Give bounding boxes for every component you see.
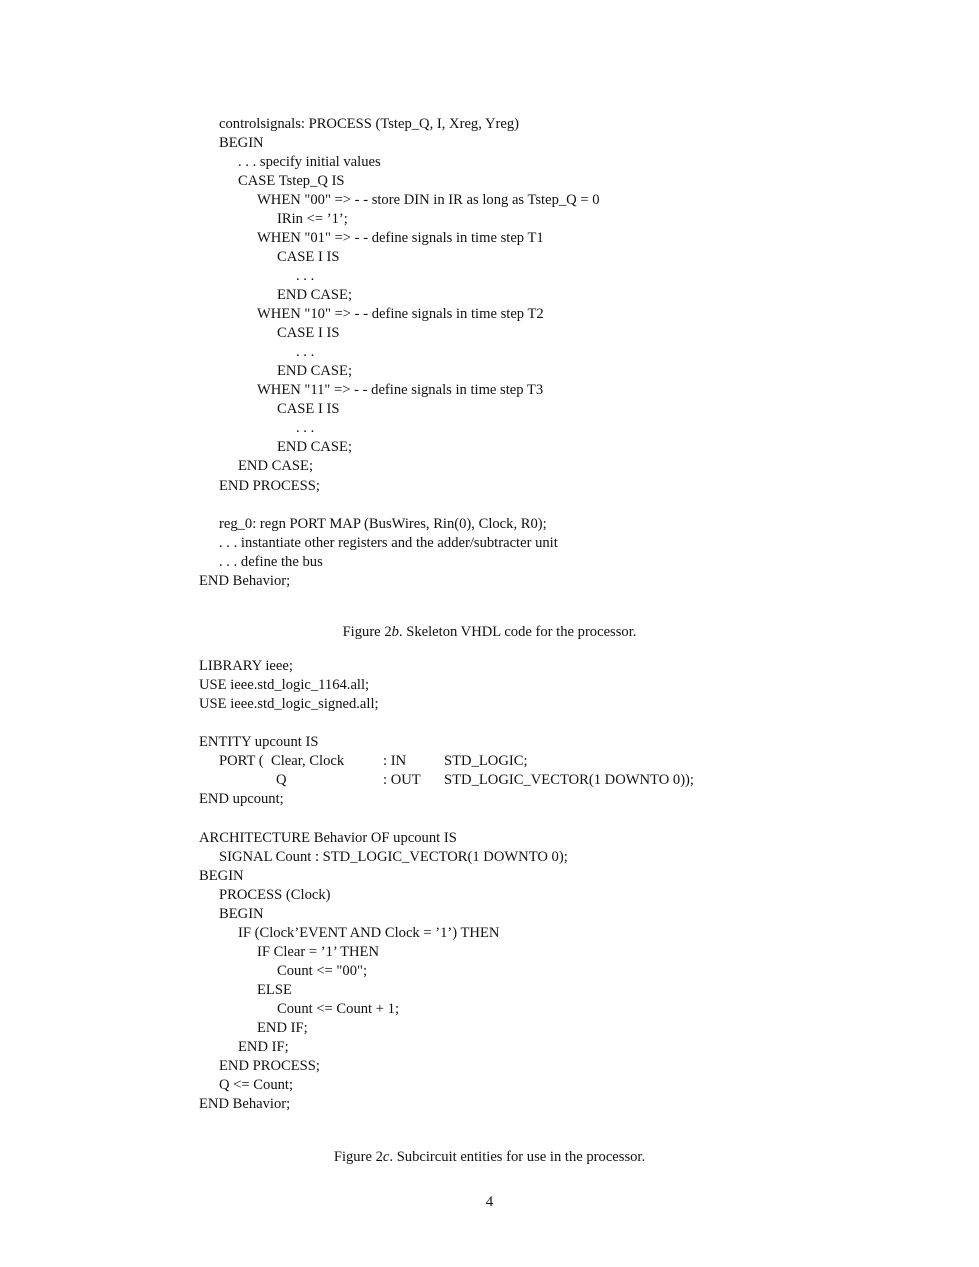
code-line: . . . define the bus [219, 554, 323, 570]
code-line: WHEN "10" => - - define signals in time step T2 [257, 306, 544, 322]
code-line: END IF; [257, 1020, 308, 1036]
code-line: END Behavior; [199, 573, 291, 589]
code-line: CASE I IS [277, 325, 340, 341]
code-line: BEGIN [219, 906, 264, 922]
code-line: WHEN "00" => - - store DIN in IR as long as Tstep_Q = 0 [257, 192, 600, 208]
caption-prefix: Figure 2 [333, 1149, 383, 1165]
port-type: STD_LOGIC; [444, 753, 528, 769]
code-line: CASE I IS [277, 401, 340, 417]
caption-letter: c [382, 1149, 390, 1165]
code-line: Count <= "00"; [277, 963, 367, 979]
code-line: IF (Clock’EVENT AND Clock = ’1’) THEN [238, 925, 500, 941]
code-line: Q <= Count; [219, 1077, 294, 1093]
code-line: USE ieee.std_logic_1164.all; [199, 677, 370, 693]
port-name: PORT ( Clear, Clock [219, 753, 345, 769]
code-line: END CASE; [277, 287, 352, 303]
port-name: Q [276, 772, 287, 788]
code-line: END CASE; [277, 363, 352, 379]
caption-prefix: Figure 2 [342, 624, 392, 640]
code-line: WHEN "11" => - - define signals in time step T3 [257, 382, 544, 398]
code-line: Count <= Count + 1; [277, 1001, 399, 1017]
caption-text: . Subcircuit entities for use in the processor. [389, 1149, 646, 1165]
code-line: END CASE; [277, 439, 352, 455]
port-type: STD_LOGIC_VECTOR(1 DOWNTO 0)); [444, 772, 694, 788]
code-line: END PROCESS; [219, 478, 320, 494]
code-line: WHEN "01" => - - define signals in time step T1 [257, 230, 544, 246]
figure-caption-2b [0, 623, 979, 642]
code-line: controlsignals: PROCESS (Tstep_Q, I, Xreg, Yreg) [219, 116, 520, 132]
caption-letter: b [391, 624, 399, 640]
code-line: ARCHITECTURE Behavior OF upcount IS [199, 830, 457, 846]
figure-caption-2c [0, 1148, 979, 1167]
code-line: END upcount; [199, 791, 284, 807]
code-line: . . . [296, 344, 315, 360]
code-line: . . . [296, 268, 315, 284]
code-line: . . . specify initial values [238, 154, 381, 170]
code-line: LIBRARY ieee; [199, 658, 293, 674]
code-line: ELSE [257, 982, 292, 998]
port-direction: : OUT [383, 772, 421, 788]
code-line: END IF; [238, 1039, 289, 1055]
code-line: END CASE; [238, 458, 313, 474]
code-line: IRin <= ’1’; [277, 211, 348, 227]
code-line: BEGIN [199, 868, 244, 884]
code-line: ENTITY upcount IS [199, 734, 319, 750]
code-line: CASE Tstep_Q IS [238, 173, 345, 189]
code-line: IF Clear = ’1’ THEN [257, 944, 379, 960]
code-line: reg_0: regn PORT MAP (BusWires, Rin(0), Clock, R0); [219, 516, 547, 532]
code-line: USE ieee.std_logic_signed.all; [199, 696, 379, 712]
code-line: . . . instantiate other registers and the adder/subtracter unit [219, 535, 558, 551]
page-number: 4 [485, 1194, 494, 1210]
port-direction: : IN [383, 753, 407, 769]
code-line: SIGNAL Count : STD_LOGIC_VECTOR(1 DOWNTO 0); [219, 849, 568, 865]
code-line: PROCESS (Clock) [219, 887, 331, 903]
code-line: END PROCESS; [219, 1058, 320, 1074]
code-line: CASE I IS [277, 249, 340, 265]
code-line: END Behavior; [199, 1096, 291, 1112]
code-line: BEGIN [219, 135, 264, 151]
code-line: . . . [296, 420, 315, 436]
caption-text: . Skeleton VHDL code for the processor. [398, 624, 637, 640]
